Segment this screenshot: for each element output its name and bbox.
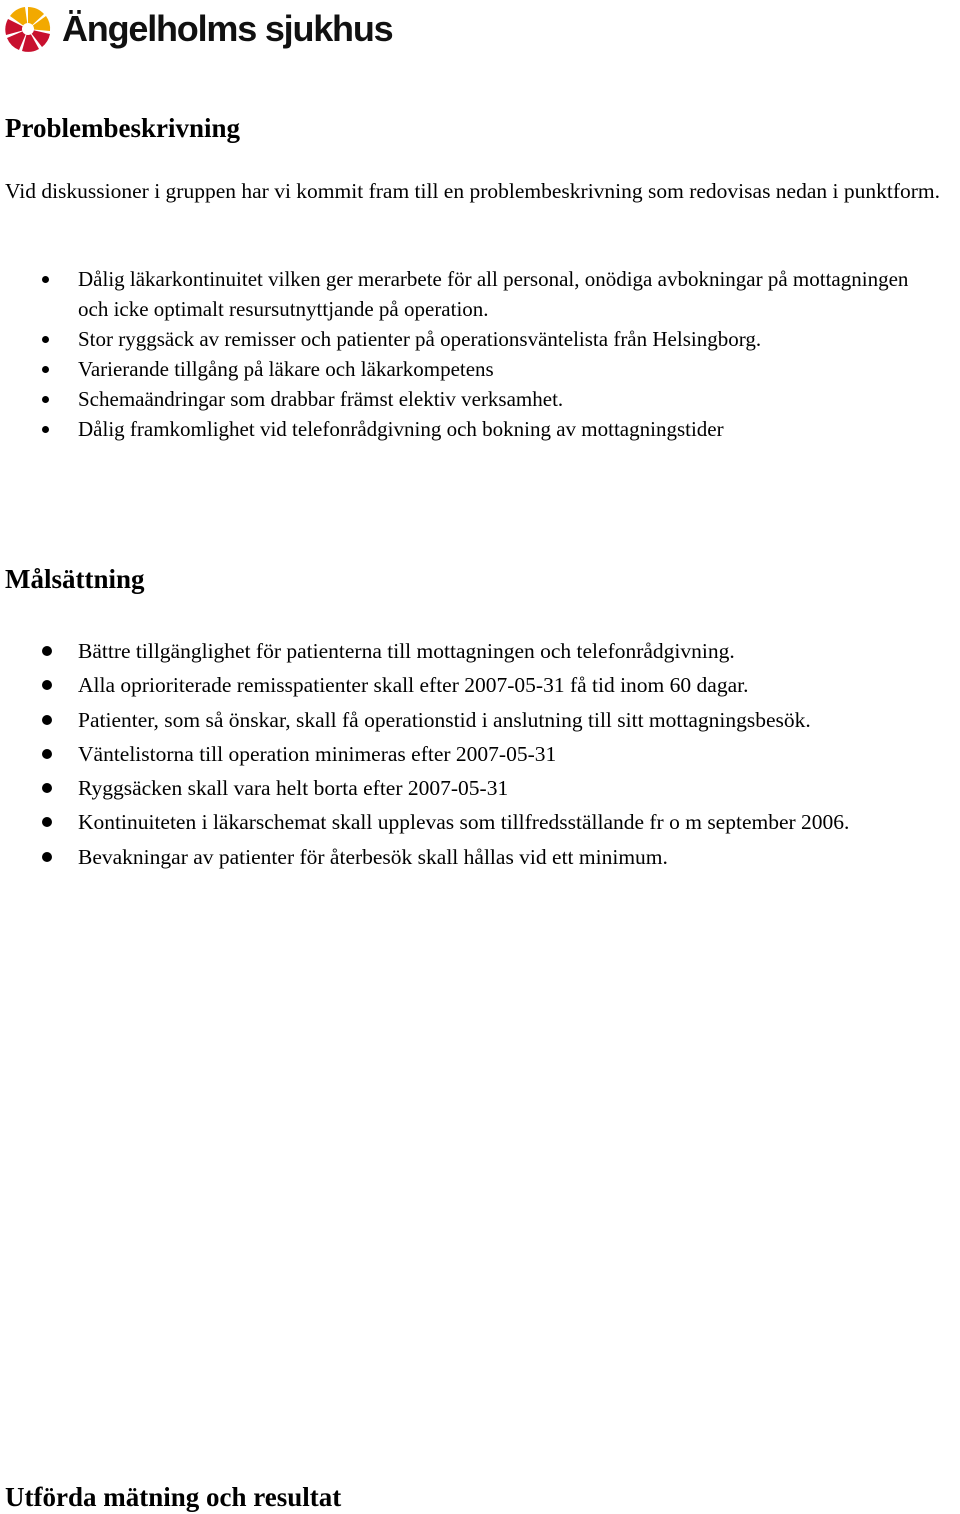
list-item: Varierande tillgång på läkare och läkarkompetens [0,354,960,384]
list-item: Ryggsäcken skall vara helt borta efter 2007-05-31 [0,771,960,805]
list-item: Dålig läkarkontinuitet vilken ger merarbete för all personal, onödiga avbokningar på mottagningen och icke optimalt resursutnyttjande på operation. [0,264,960,324]
list-item: Bättre tillgänglighet för patienterna till mottagningen och telefonrådgivning. [0,634,960,668]
list-item: Alla oprioriterade remisspatienter skall efter 2007-05-31 få tid inom 60 dagar. [0,668,960,702]
logo-text: Ängelholms sjukhus [62,8,393,49]
bullet-icon [42,336,49,343]
bullet-icon [42,783,52,793]
bullet-icon [42,817,52,827]
hospital-logo [4,4,392,54]
sun-petals-logo-icon [4,5,52,53]
bullet-icon [42,276,49,283]
bullet-icon [42,646,52,656]
results-heading: Utförda mätning och resultat [5,1482,342,1512]
goals-list [0,634,960,874]
goals-heading: Målsättning [5,564,145,594]
bullet-icon [42,852,52,862]
list-item: Bevakningar av patienter för återbesök skall hållas vid ett minimum. [0,840,960,874]
list-item: Patienter, som så önskar, skall få operationstid i anslutning till sitt mottagningsbesök. [0,703,960,737]
bullet-icon [42,366,49,373]
bullet-icon [42,715,52,725]
bullet-icon [42,680,52,690]
list-item: Stor ryggsäck av remisser och patienter på operationsväntelista från Helsingborg. [0,324,960,354]
problem-intro: Vid diskussioner i gruppen har vi kommit fram till en problembeskrivning som redovisas nedan i punktform. [5,179,941,203]
problem-heading: Problembeskrivning [5,113,241,143]
list-item: Schemaändringar som drabbar främst elektiv verksamhet. [0,384,960,414]
list-item: Dålig framkomlighet vid telefonrådgivning och bokning av mottagningstider [0,414,960,444]
bullet-icon [42,426,49,433]
bullet-icon [42,749,52,759]
list-item: Väntelistorna till operation minimeras efter 2007-05-31 [0,737,960,771]
list-item: Kontinuiteten i läkarschemat skall upplevas som tillfredsställande fr o m september 2006. [0,805,960,839]
bullet-icon [42,396,49,403]
problem-list [0,264,960,444]
